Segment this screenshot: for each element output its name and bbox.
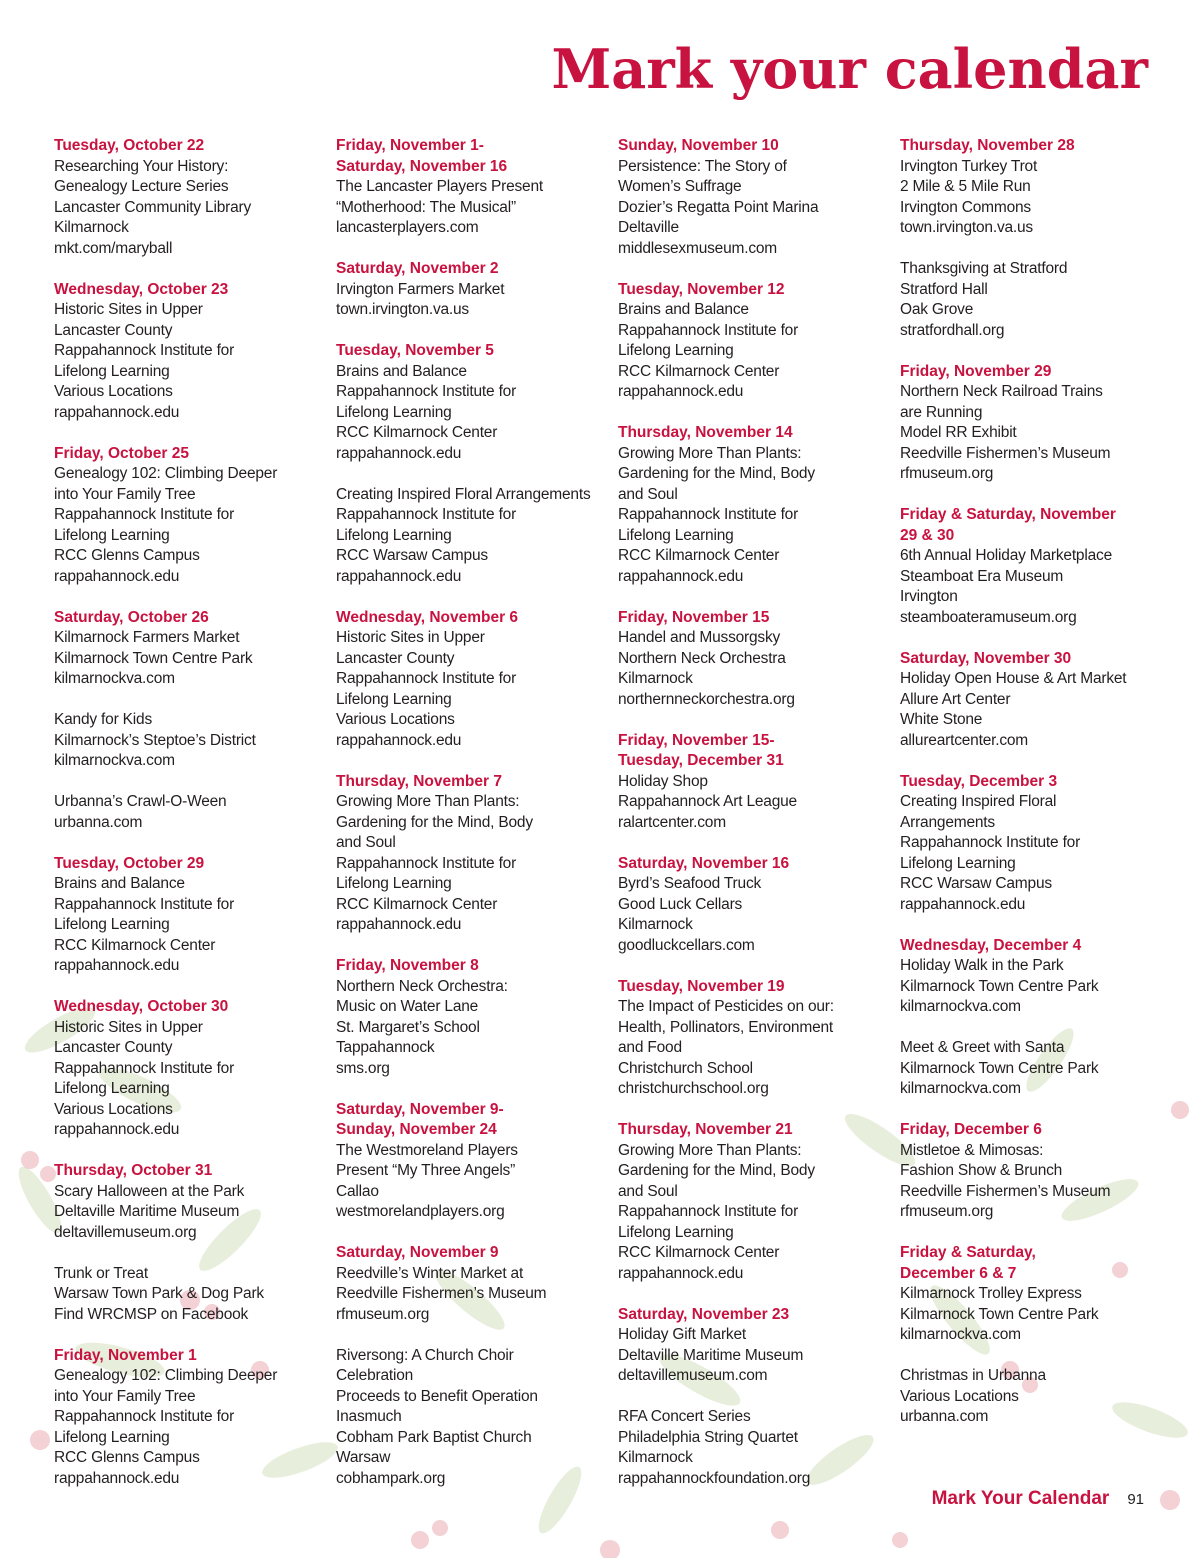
event-detail-line: Byrd’s Seafood Truck <box>618 875 762 892</box>
event-date: Friday & Saturday, December 6 & 7 <box>900 1244 1036 1282</box>
event-entry <box>618 608 888 711</box>
event-detail-line: Fashion Show & Brunch <box>900 1162 1063 1179</box>
event-detail-line: White Stone <box>900 711 983 728</box>
event-entry <box>618 854 888 957</box>
event-detail-line: Kilmarnock Town Centre Park <box>900 1305 1099 1323</box>
event-detail-line: rappahannock.edu <box>54 957 180 974</box>
event-detail-line: Holiday Walk in the Park <box>900 957 1064 974</box>
event-detail-line: rappahannock.edu <box>336 444 462 462</box>
event-entry <box>618 1407 888 1489</box>
event-detail-line: RCC Kilmarnock Center <box>618 362 780 380</box>
event-detail-line: Dozier’s Regatta Point Marina <box>618 198 819 216</box>
event-entry <box>900 936 1170 1018</box>
event-detail-line: mkt.com/maryball <box>54 239 173 257</box>
event-detail-line: Kilmarnock <box>618 1449 693 1466</box>
event-detail-line: Urbanna’s Crawl-O-Ween <box>54 793 227 810</box>
event-detail-line: Lifelong Learning <box>54 1080 170 1097</box>
event-entry <box>54 710 324 772</box>
event-detail-line: Lifelong Learning <box>336 690 452 708</box>
event-detail-line: Meet & Greet with Santa <box>900 1039 1065 1056</box>
event-detail-line: RCC Kilmarnock Center <box>618 1244 780 1261</box>
event-detail-line: sms.org <box>336 1059 390 1077</box>
calendar-column <box>54 136 324 1510</box>
event-detail-line: Brains and Balance <box>336 362 467 380</box>
event-detail-line: rfmuseum.org <box>336 1305 430 1323</box>
event-detail-line: rappahannock.edu <box>336 731 462 749</box>
event-entry <box>54 280 324 424</box>
event-detail-line: Holiday Shop <box>618 772 708 790</box>
event-detail-line: Kilmarnock’s Steptoe’s District <box>54 731 256 749</box>
event-detail-line: Irvington Turkey Trot <box>900 157 1038 175</box>
event-detail-line: “Motherhood: The Musical” <box>336 198 516 216</box>
event-detail-line: Historic Sites in Upper <box>336 629 485 646</box>
event-detail-line: goodluckcellars.com <box>618 936 755 954</box>
event-date: Thursday, November 28 <box>900 137 1075 154</box>
event-detail-line: kilmarnockva.com <box>900 1326 1021 1343</box>
event-detail-line: Allure Art Center <box>900 690 1011 708</box>
event-date: Saturday, November 9- Sunday, November 24 <box>336 1100 504 1138</box>
event-detail-line: rappahannock.edu <box>618 1264 744 1282</box>
event-entry <box>54 1264 324 1326</box>
event-detail-line: RCC Kilmarnock Center <box>618 547 780 564</box>
event-detail-line: Creating Inspired Floral <box>900 793 1057 810</box>
event-detail-line: Deltaville Maritime Museum <box>54 1203 240 1220</box>
event-detail-line: rappahannock.edu <box>54 1121 180 1138</box>
event-detail-line: Lifelong Learning <box>618 526 734 544</box>
event-date: Friday, November 8 <box>336 957 479 974</box>
event-detail-line: Proceeds to Benefit Operation <box>336 1387 538 1405</box>
event-detail-line: into Your Family Tree <box>54 485 196 503</box>
event-detail-line: Northern Neck Orchestra: <box>336 977 508 995</box>
event-detail-line: into Your Family Tree <box>54 1387 196 1405</box>
event-detail-line: Historic Sites in Upper <box>54 301 203 318</box>
event-entry <box>336 1243 606 1325</box>
event-date: Tuesday, November 12 <box>618 280 785 298</box>
event-detail-line: Gardening for the Mind, Body <box>618 1162 815 1179</box>
event-entry <box>900 1038 1170 1100</box>
event-detail-line: Rappahannock Institute for <box>618 1203 799 1220</box>
event-detail-line: Growing More Than Plants: <box>618 444 802 462</box>
event-date: Tuesday, November 5 <box>336 342 494 359</box>
event-entry <box>336 772 606 936</box>
event-detail-line: Celebration <box>336 1367 414 1384</box>
event-detail-line: Irvington <box>900 588 958 605</box>
event-entry <box>900 1366 1170 1428</box>
event-detail-line: Rappahannock Institute for <box>54 895 235 913</box>
event-detail-line: Good Luck Cellars <box>618 895 743 913</box>
event-detail-line: Kilmarnock <box>618 916 693 933</box>
event-detail-line: Reedville’s Winter Market at <box>336 1264 524 1282</box>
event-detail-line: Genealogy Lecture Series <box>54 178 229 195</box>
event-entry <box>618 1305 888 1387</box>
event-entry <box>54 608 324 690</box>
event-detail-line: Growing More Than Plants: <box>336 793 520 810</box>
event-detail-line: Rappahannock Institute for <box>54 342 235 359</box>
event-detail-line: Christmas in Urbanna <box>900 1367 1046 1384</box>
event-detail-line: Various Locations <box>336 711 455 728</box>
event-detail-line: Lancaster Community Library <box>54 198 252 216</box>
event-detail-line: Lifelong Learning <box>54 916 170 933</box>
event-detail-line: Kandy for Kids <box>54 711 153 728</box>
event-detail-line: rappahannock.edu <box>900 895 1026 913</box>
event-detail-line: middlesexmuseum.com <box>618 239 778 257</box>
event-detail-line: Lifelong Learning <box>54 1428 170 1446</box>
event-detail-line: rappahannock.edu <box>618 567 744 585</box>
event-detail-line: deltavillemuseum.com <box>618 1367 768 1384</box>
event-detail-line: Researching Your History: <box>54 157 229 175</box>
event-date: Wednesday, December 4 <box>900 936 1082 954</box>
event-detail-line: westmorelandplayers.org <box>336 1203 505 1220</box>
event-detail-line: Health, Pollinators, Environment <box>618 1018 834 1036</box>
event-detail-line: cobhampark.org <box>336 1469 446 1487</box>
event-entry <box>54 854 324 977</box>
event-entry <box>336 1100 606 1223</box>
event-date: Thursday, November 14 <box>618 424 793 441</box>
event-detail-line: Kilmarnock <box>54 219 129 236</box>
event-date: Saturday, October 26 <box>54 608 209 626</box>
event-entry <box>900 505 1170 628</box>
event-date: Tuesday, December 3 <box>900 772 1058 790</box>
event-detail-line: Rappahannock Institute for <box>900 834 1081 851</box>
event-detail-line: rappahannock.edu <box>336 567 462 585</box>
event-detail-line: Gardening for the Mind, Body <box>618 465 815 482</box>
event-detail-line: RCC Glenns Campus <box>54 1449 200 1466</box>
event-detail-line: Kilmarnock Town Centre Park <box>900 977 1099 995</box>
event-detail-line: rfmuseum.org <box>900 465 994 482</box>
event-entry <box>54 444 324 588</box>
event-detail-line: Model RR Exhibit <box>900 424 1017 441</box>
event-detail-line: Lifelong Learning <box>336 403 452 421</box>
event-detail-line: Kilmarnock Town Centre Park <box>54 649 253 667</box>
event-date: Saturday, November 2 <box>336 260 499 277</box>
event-detail-line: The Lancaster Players Present <box>336 178 543 195</box>
event-detail-line: Lifelong Learning <box>618 1223 734 1241</box>
event-entry <box>618 1120 888 1284</box>
calendar-column <box>618 136 888 1510</box>
event-detail-line: Lifelong Learning <box>336 875 452 892</box>
event-detail-line: RCC Kilmarnock Center <box>336 424 498 441</box>
event-detail-line: Scary Halloween at the Park <box>54 1182 245 1200</box>
event-detail-line: Brains and Balance <box>54 875 185 892</box>
event-detail-line: kilmarnockva.com <box>900 998 1021 1015</box>
event-detail-line: Rappahannock Institute for <box>336 854 517 872</box>
event-detail-line: Reedville Fishermen’s Museum <box>900 1182 1111 1200</box>
event-detail-line: town.irvington.va.us <box>900 219 1033 236</box>
event-detail-line: Lifelong Learning <box>336 526 452 544</box>
event-detail-line: steamboateramuseum.org <box>900 608 1077 626</box>
event-detail-line: Persistence: The Story of <box>618 157 787 175</box>
event-detail-line: Steamboat Era Museum <box>900 567 1064 585</box>
event-detail-line: Inasmuch <box>336 1408 402 1425</box>
event-detail-line: Rappahannock Institute for <box>336 383 517 400</box>
event-detail-line: Arrangements <box>900 813 995 831</box>
event-entry <box>336 341 606 464</box>
event-detail-line: Various Locations <box>54 383 173 400</box>
event-detail-line: Reedville Fishermen’s Museum <box>336 1285 547 1302</box>
event-detail-line: Creating Inspired Floral Arrangements <box>336 485 591 503</box>
event-detail-line: Kilmarnock Trolley Express <box>900 1285 1082 1302</box>
event-entry <box>54 136 324 259</box>
event-detail-line: rappahannock.edu <box>618 383 744 400</box>
event-detail-line: Lancaster County <box>54 1039 173 1056</box>
event-entry <box>336 1346 606 1490</box>
event-detail-line: kilmarnockva.com <box>54 752 175 769</box>
event-detail-line: northernneckorchestra.org <box>618 690 795 708</box>
event-detail-line: urbanna.com <box>900 1408 989 1425</box>
event-detail-line: Rappahannock Institute for <box>618 506 799 523</box>
event-detail-line: Present “My Three Angels” <box>336 1162 516 1179</box>
event-entry <box>618 423 888 587</box>
event-detail-line: Cobham Park Baptist Church <box>336 1428 532 1446</box>
page-number: 91 <box>1127 1491 1144 1508</box>
event-detail-line: Callao <box>336 1182 379 1200</box>
event-detail-line: Find WRCMSP on Facebook <box>54 1305 249 1323</box>
event-detail-line: Oak Grove <box>900 301 974 318</box>
event-date: Tuesday, October 22 <box>54 137 205 154</box>
event-entry <box>618 977 888 1100</box>
event-detail-line: rappahannock.edu <box>54 403 180 421</box>
event-detail-line: rappahannock.edu <box>336 916 462 933</box>
event-entry <box>336 608 606 752</box>
event-detail-line: rappahannock.edu <box>54 1469 180 1487</box>
event-detail-line: Kilmarnock Town Centre Park <box>900 1059 1099 1077</box>
event-date: Friday, November 1- Saturday, November 16 <box>336 137 508 175</box>
event-date: Friday, November 29 <box>900 362 1052 380</box>
event-detail-line: Genealogy 102: Climbing Deeper <box>54 1367 278 1384</box>
event-entry <box>900 772 1170 916</box>
event-entry <box>900 362 1170 485</box>
event-detail-line: Genealogy 102: Climbing Deeper <box>54 465 278 482</box>
event-detail-line: rfmuseum.org <box>900 1203 994 1220</box>
event-entry <box>54 997 324 1141</box>
page-title: Mark your calendar <box>551 37 1148 101</box>
event-detail-line: Trunk or Treat <box>54 1264 148 1282</box>
event-detail-line: Stratford Hall <box>900 280 988 298</box>
event-detail-line: kilmarnockva.com <box>900 1080 1021 1097</box>
event-detail-line: Kilmarnock Farmers Market <box>54 629 240 646</box>
event-detail-line: Brains and Balance <box>618 301 749 318</box>
event-detail-line: Warsaw <box>336 1449 391 1466</box>
event-detail-line: Deltaville <box>618 219 679 236</box>
event-date: Thursday, November 21 <box>618 1121 793 1138</box>
event-detail-line: Kilmarnock <box>618 670 693 687</box>
event-date: Friday, November 1 <box>54 1346 197 1364</box>
event-detail-line: kilmarnockva.com <box>54 670 175 687</box>
event-detail-line: and Soul <box>618 485 678 503</box>
event-date: Wednesday, November 6 <box>336 608 519 626</box>
event-detail-line: christchurchschool.org <box>618 1080 769 1097</box>
event-detail-line: and Soul <box>336 834 396 851</box>
event-date: Wednesday, October 30 <box>54 998 229 1015</box>
event-date: Saturday, November 16 <box>618 854 790 872</box>
calendar-column <box>900 136 1170 1448</box>
event-entry <box>54 1346 324 1490</box>
event-entry <box>618 280 888 403</box>
event-detail-line: Lifelong Learning <box>618 342 734 359</box>
event-detail-line: Gardening for the Mind, Body <box>336 813 533 831</box>
event-detail-line: Reedville Fishermen’s Museum <box>900 444 1111 462</box>
footer-section-title: Mark Your Calendar <box>931 1488 1110 1509</box>
event-detail-line: Lancaster County <box>54 321 173 339</box>
calendar-column <box>336 136 606 1510</box>
event-detail-line: 6th Annual Holiday Marketplace <box>900 547 1112 564</box>
event-detail-line: RCC Kilmarnock Center <box>54 936 216 954</box>
event-detail-line: Rappahannock Institute for <box>54 1059 235 1077</box>
event-detail-line: Music on Water Lane <box>336 998 479 1015</box>
event-detail-line: Christchurch School <box>618 1059 753 1077</box>
event-detail-line: Thanksgiving at Stratford <box>900 260 1068 277</box>
page-footer <box>932 1488 1144 1510</box>
event-entry <box>336 956 606 1079</box>
event-detail-line: Lifelong Learning <box>54 362 170 380</box>
event-entry <box>336 485 606 588</box>
event-detail-line: Northern Neck Orchestra <box>618 649 786 667</box>
event-detail-line: Lifelong Learning <box>54 526 170 544</box>
event-date: Saturday, November 23 <box>618 1305 790 1323</box>
event-detail-line: Women’s Suffrage <box>618 178 742 195</box>
event-detail-line: Growing More Than Plants: <box>618 1141 802 1159</box>
event-detail-line: 2 Mile & 5 Mile Run <box>900 178 1031 195</box>
event-detail-line: The Impact of Pesticides on our: <box>618 998 834 1015</box>
event-entry <box>336 259 606 321</box>
event-detail-line: Various Locations <box>900 1387 1019 1405</box>
event-date: Tuesday, October 29 <box>54 854 205 872</box>
event-detail-line: RCC Warsaw Campus <box>336 547 488 564</box>
event-detail-line: RCC Kilmarnock Center <box>336 895 498 913</box>
event-date: Friday & Saturday, November 29 & 30 <box>900 506 1116 544</box>
event-detail-line: Holiday Gift Market <box>618 1326 746 1343</box>
event-entry <box>54 1161 324 1243</box>
event-detail-line: Irvington Farmers Market <box>336 280 505 298</box>
event-detail-line: Historic Sites in Upper <box>54 1018 203 1036</box>
event-detail-line: urbanna.com <box>54 813 143 831</box>
event-detail-line: Rappahannock Institute for <box>618 321 799 339</box>
event-entry <box>618 731 888 834</box>
event-entry <box>900 136 1170 239</box>
event-detail-line: rappahannock.edu <box>54 567 180 585</box>
event-detail-line: and Food <box>618 1039 682 1056</box>
event-detail-line: Warsaw Town Park & Dog Park <box>54 1285 264 1302</box>
event-detail-line: The Westmoreland Players <box>336 1141 518 1159</box>
event-detail-line: Rappahannock Institute for <box>336 506 517 523</box>
event-detail-line: Mistletoe & Mimosas: <box>900 1141 1044 1159</box>
event-detail-line: Deltaville Maritime Museum <box>618 1346 804 1364</box>
event-detail-line: Lancaster County <box>336 649 455 667</box>
event-detail-line: and Soul <box>618 1182 678 1200</box>
event-detail-line: Various Locations <box>54 1100 173 1118</box>
event-detail-line: Northern Neck Railroad Trains <box>900 383 1103 400</box>
event-detail-line: Rappahannock Art League <box>618 793 797 810</box>
event-date: Thursday, November 7 <box>336 772 502 790</box>
event-detail-line: Philadelphia String Quartet <box>618 1428 798 1446</box>
event-detail-line: Lifelong Learning <box>900 854 1016 872</box>
event-entry <box>900 1120 1170 1223</box>
event-detail-line: Handel and Mussorgsky <box>618 629 781 646</box>
event-detail-line: stratfordhall.org <box>900 321 1005 339</box>
event-entry <box>900 259 1170 341</box>
event-entry <box>54 792 324 833</box>
event-detail-line: Irvington Commons <box>900 198 1031 216</box>
event-detail-line: St. Margaret’s School <box>336 1018 480 1036</box>
event-entry <box>336 136 606 239</box>
event-date: Saturday, November 9 <box>336 1244 499 1261</box>
event-detail-line: Rappahannock Institute for <box>336 670 517 687</box>
event-date: Friday, December 6 <box>900 1121 1042 1138</box>
event-detail-line: lancasterplayers.com <box>336 219 479 236</box>
event-date: Friday, November 15- Tuesday, December 31 <box>618 731 784 769</box>
event-detail-line: ralartcenter.com <box>618 813 726 831</box>
event-date: Thursday, October 31 <box>54 1162 213 1179</box>
event-date: Wednesday, October 23 <box>54 280 229 298</box>
event-entry <box>618 136 888 259</box>
event-detail-line: are Running <box>900 403 983 421</box>
event-detail-line: Rappahannock Institute for <box>54 506 235 523</box>
event-entry <box>900 1243 1170 1346</box>
event-detail-line: rappahannockfoundation.org <box>618 1469 811 1487</box>
event-detail-line: Riversong: A Church Choir <box>336 1346 514 1364</box>
event-detail-line: Tappahannock <box>336 1039 435 1056</box>
event-entry <box>900 649 1170 752</box>
event-detail-line: deltavillemuseum.org <box>54 1223 197 1241</box>
event-detail-line: Rappahannock Institute for <box>54 1408 235 1425</box>
event-date: Tuesday, November 19 <box>618 977 785 995</box>
event-detail-line: Holiday Open House & Art Market <box>900 670 1127 687</box>
event-date: Saturday, November 30 <box>900 649 1072 667</box>
event-detail-line: allureartcenter.com <box>900 731 1029 749</box>
event-detail-line: RCC Warsaw Campus <box>900 875 1052 892</box>
event-detail-line: RCC Glenns Campus <box>54 547 200 564</box>
event-detail-line: town.irvington.va.us <box>336 301 469 318</box>
event-date: Friday, October 25 <box>54 444 189 462</box>
event-detail-line: RFA Concert Series <box>618 1408 751 1425</box>
event-date: Sunday, November 10 <box>618 137 779 154</box>
event-date: Friday, November 15 <box>618 608 770 626</box>
